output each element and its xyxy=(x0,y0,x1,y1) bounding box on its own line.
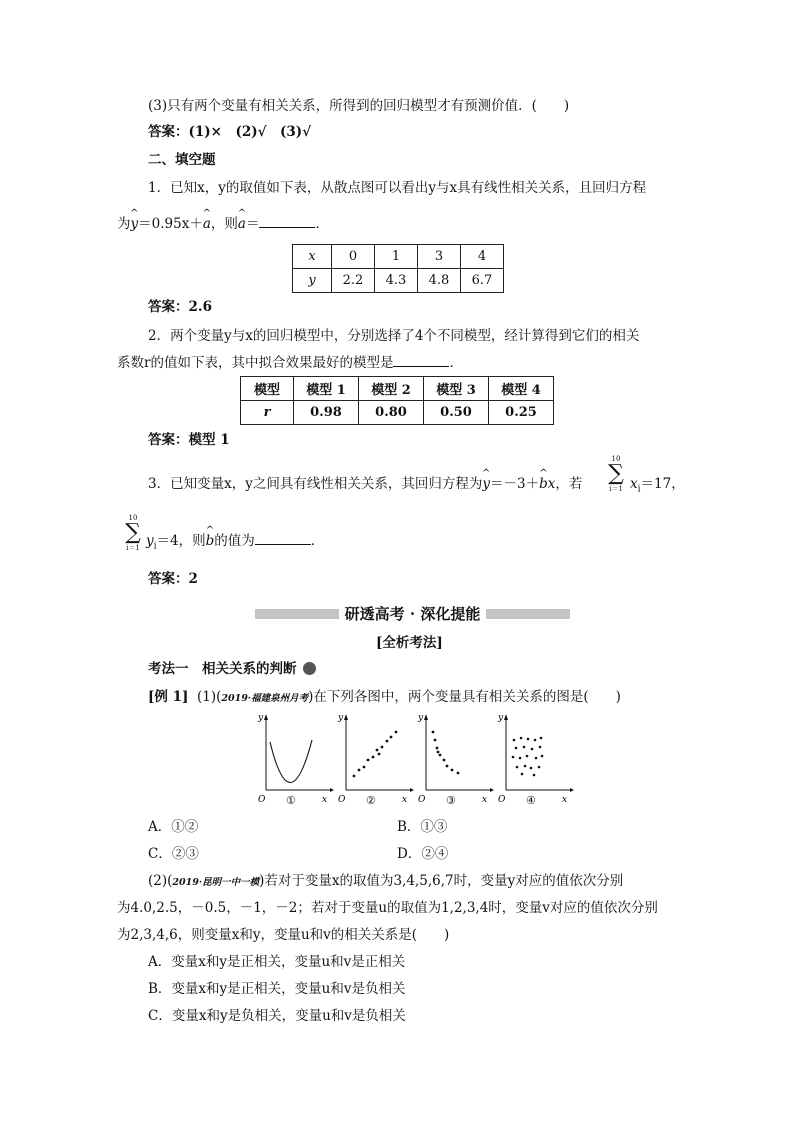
y-hat: ^ y xyxy=(482,475,490,493)
question-3-statement: (3)只有两个变量有相关关系，所得到的回归模型才有预测价值．( ) xyxy=(148,98,570,114)
problem-2-answer: 答案：模型 1 xyxy=(148,432,230,448)
problem-3-line2 xyxy=(146,530,324,556)
text: 的值为 xyxy=(214,533,255,549)
b-hat: ^ b xyxy=(206,532,215,550)
subscript: i xyxy=(637,484,641,495)
a-hat: ^ a xyxy=(238,215,246,233)
example-label: [例 1] xyxy=(148,689,189,705)
axis-y-label: y xyxy=(498,713,504,723)
text: ＝4，则 xyxy=(156,533,206,549)
text: (1)( xyxy=(196,689,222,705)
sum-upper: 10 xyxy=(128,514,138,522)
method-title: 考法一 相关关系的判断 xyxy=(148,661,297,677)
table-cell: 模型 xyxy=(241,377,294,401)
text: ＝17， xyxy=(640,476,685,492)
subheading: [全析考法] xyxy=(376,635,443,651)
summation-symbol xyxy=(606,455,626,493)
problem-2-line1: 2．两个变量y与x的回归模型中，分别选择了4个不同模型，经计算得到它们的相关 xyxy=(148,328,640,344)
answer-blank xyxy=(255,530,311,545)
text: 系数r的值如下表，其中拟合效果最好的模型是 xyxy=(117,355,394,371)
table-cell: 4.8 xyxy=(418,269,461,293)
sum-sign: ∑ xyxy=(608,461,624,486)
text: ＝ xyxy=(245,216,260,232)
graph-1 xyxy=(256,712,334,804)
variable-x: x xyxy=(630,476,638,492)
origin-label: O xyxy=(418,795,426,804)
subscript: i xyxy=(153,541,157,552)
table-cell: 2.2 xyxy=(332,269,375,293)
example-1-part1 xyxy=(148,688,621,708)
variable-y: y xyxy=(146,533,154,549)
table-cell: 0.80 xyxy=(359,401,424,425)
table-cell: r xyxy=(241,401,294,425)
sum-lower: i＝1 xyxy=(609,485,623,493)
text: ． xyxy=(449,355,463,371)
banner-title xyxy=(255,604,570,624)
variable-x: x xyxy=(547,476,556,492)
option-d: D．②④ xyxy=(397,846,449,862)
option-b: B．①③ xyxy=(397,819,448,835)
origin-label: O xyxy=(498,795,506,804)
option-2c: C．变量x和y是负相关，变量u和v是负相关 xyxy=(148,1008,406,1024)
axis-x-label: x xyxy=(402,795,408,804)
text: )在下列各图中，两个变量具有相关关系的图是( ) xyxy=(308,689,621,705)
text: ． xyxy=(310,533,325,549)
axis-y-label: y xyxy=(418,713,424,723)
a-hat: ^ a xyxy=(203,215,211,233)
method-heading xyxy=(148,660,316,678)
table-cell: 0.25 xyxy=(489,401,554,425)
option-c: C．②③ xyxy=(148,846,199,862)
banner-text: 研透高考 · 深化提能 xyxy=(339,605,487,623)
graph-3 xyxy=(416,712,494,804)
text: 为 xyxy=(117,216,131,232)
text: ＝－3＋ xyxy=(489,476,540,492)
axis-y-label: y xyxy=(258,713,264,723)
table-cell: 3 xyxy=(418,245,461,269)
answer-blank xyxy=(393,352,449,367)
origin-label: O xyxy=(258,795,266,804)
axis-x-label: x xyxy=(562,795,568,804)
answer-line: 答案：(1)× (2)√ (3)√ xyxy=(148,124,312,140)
option-a: A．①② xyxy=(148,819,199,835)
origin-label: O xyxy=(338,795,346,804)
example-1-part2-line1 xyxy=(148,872,623,892)
problem-3-line1 xyxy=(148,475,582,493)
problem-3-sum-x xyxy=(630,475,685,499)
graph-3-label: ③ xyxy=(446,794,456,807)
text: ，若 xyxy=(555,476,583,492)
table-cell: 6.7 xyxy=(461,269,504,293)
axis-x-label: x xyxy=(482,795,488,804)
example-1-part2-line3: 为2,3,4,6，则变量x和y，变量u和v的相关关系是( ) xyxy=(117,927,450,943)
text: ． xyxy=(315,216,329,232)
text: (2)( xyxy=(148,873,173,889)
problem-1-line2 xyxy=(117,213,329,233)
table-cell: 0 xyxy=(332,245,375,269)
text: 3．已知变量x，y之间具有线性相关关系，其回归方程为 xyxy=(148,476,483,492)
table-cell: 模型 1 xyxy=(294,377,359,401)
source-note: 2019·福建泉州月考 xyxy=(221,693,309,704)
option-2b: B．变量x和y是正相关，变量u和v是负相关 xyxy=(148,981,406,997)
axis-y-label: y xyxy=(338,713,344,723)
table-cell: 模型 3 xyxy=(424,377,489,401)
text: ，则 xyxy=(210,216,238,232)
y-hat: ^ y xyxy=(131,215,139,233)
table-cell: x xyxy=(293,245,332,269)
section-banner xyxy=(255,604,570,624)
source-note: 2019·昆明一中一模 xyxy=(172,877,260,888)
sum-upper: 10 xyxy=(611,455,621,463)
table-cell: 模型 2 xyxy=(359,377,424,401)
sum-sign: ∑ xyxy=(125,520,141,545)
table-cell: 0.98 xyxy=(294,401,359,425)
axis-x-label: x xyxy=(322,795,328,804)
graph-2 xyxy=(336,712,414,804)
graph-4 xyxy=(496,712,574,804)
option-2a: A．变量x和y是正相关，变量u和v是正相关 xyxy=(148,954,406,970)
problem-2-line2 xyxy=(117,352,463,372)
answer-blank xyxy=(259,213,315,228)
sum-lower: i＝1 xyxy=(126,544,140,552)
table-cell: 1 xyxy=(375,245,418,269)
text: )若对于变量x的取值为3,4,5,6,7时，变量y对应的值依次分别 xyxy=(259,873,624,889)
problem-1-line1: 1．已知x，y的取值如下表，从散点图可以看出y与x具有线性相关关系，且回归方程 xyxy=(148,180,647,196)
table-cell: 0.50 xyxy=(424,401,489,425)
graph-1-label: ① xyxy=(286,794,296,807)
problem-1-answer: 答案：2.6 xyxy=(148,299,212,315)
table-cell: 模型 4 xyxy=(489,377,554,401)
b-hat: ^ b xyxy=(539,475,548,493)
table-cell: y xyxy=(293,269,332,293)
example-1-part2-line2: 为4.0,2.5，－0.5，－1，－2；若对于变量u的取值为1,2,3,4时，变量v对应的值依次分别 xyxy=(117,900,658,916)
graph-4-label: ④ xyxy=(526,794,536,807)
data-table-2 xyxy=(240,376,554,425)
table-cell: 4.3 xyxy=(375,269,418,293)
problem-3-answer: 答案：2 xyxy=(148,571,198,587)
section-heading: 二、填空题 xyxy=(148,152,216,168)
data-table-1 xyxy=(292,244,504,293)
graph-2-label: ② xyxy=(366,794,376,807)
bullet-icon xyxy=(303,662,316,675)
text: ＝0.95x＋ xyxy=(138,216,203,232)
summation-symbol xyxy=(123,514,143,552)
table-cell: 4 xyxy=(461,245,504,269)
